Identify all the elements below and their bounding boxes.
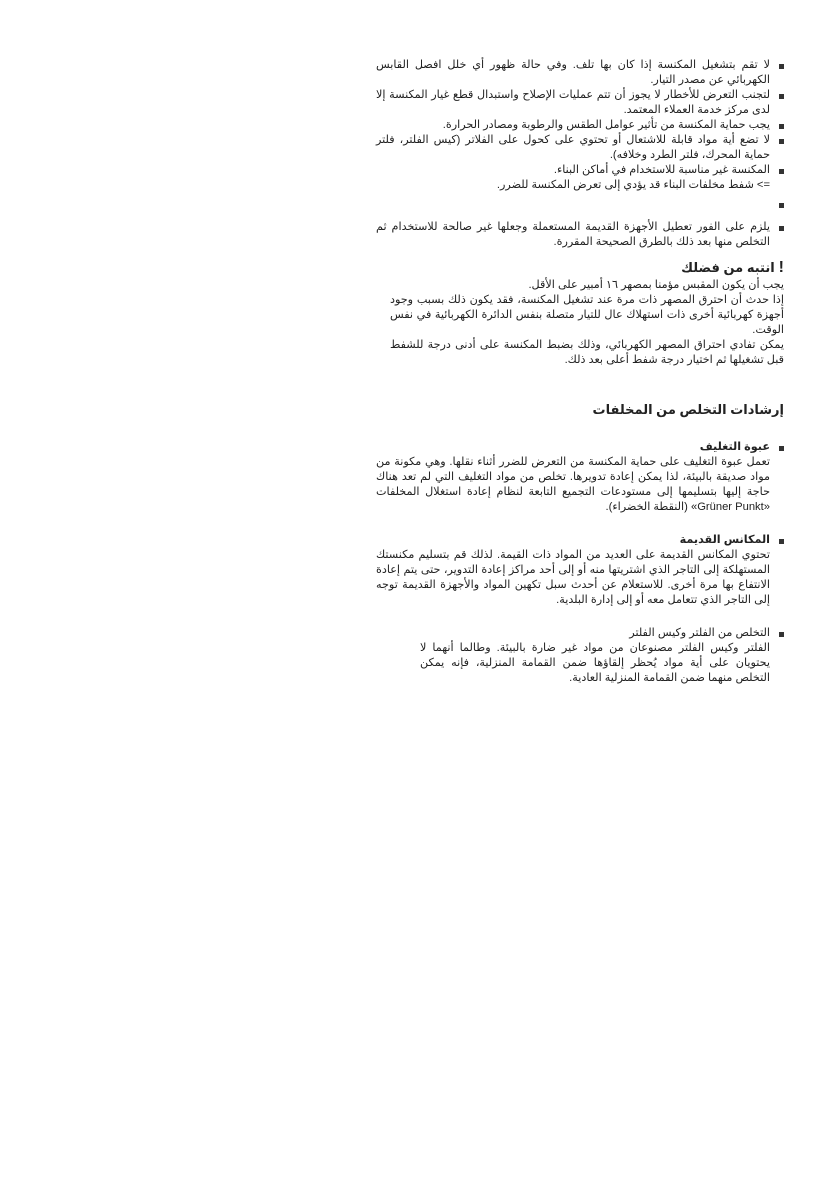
square-bullet-icon xyxy=(779,632,784,637)
list-item-note: => شفط مخلفات البناء قد يؤدي إلى تعرض المكنسة للضرر. xyxy=(496,179,770,191)
warning-paragraph: يمكن تفادي احتراق المصهر الكهربائي، وذلك بضبط المكنسة على أدنى درجة للشفط قبل تشغيلها ثم اختيار درجة شفط أعلى بعد ذلك. xyxy=(390,339,784,366)
list-item: لتجنب التعرض للأخطار لا يجوز أن تتم عمليات الإصلاح واستبدال قطع غيار المكنسة إلا لدى مركز خدمة العملاء المعتمد. xyxy=(376,88,784,118)
disposal-item-packaging xyxy=(376,440,784,515)
square-bullet-icon xyxy=(779,124,784,129)
list-item: المكنسة غير مناسبة للاستخدام في أماكن البناء. => شفط مخلفات البناء قد يؤدي إلى تعرض المكنسة للضرر. xyxy=(376,163,784,193)
item-body: الفلتر وكيس الفلتر مصنوعان من مواد غير ضارة بالبيئة. وطالما أنهما لا يحتويان على أية مواد يُحظر إلقاؤها ضمن القمامة المنزلية، فإنه يمكن التخلص منهما ضمن القمامة المنزلية العادية. xyxy=(420,642,770,684)
square-bullet-icon xyxy=(779,94,784,99)
item-body: تعمل عبوة التغليف على حماية المكنسة من التعرض للضرر أثناء نقلها. وهي مكونة من مواد صديقة بالبيئة، لذا يمكن إعادة تدويرها. تخلص من مواد التغليف التي لم تعد هناك حاجة إليها بتسليمها إلى مستودعات التجميع التابعة لنظام إعادة استغلال المخلفات «Grüner Punkt» (النقطة الخضراء). xyxy=(376,456,770,513)
item-title: التخلص من الفلتر وكيس الفلتر xyxy=(629,627,770,639)
list-item: لا تقم بتشغيل المكنسة إذا كان بها تلف. وفي حالة ظهور أي خلل افصل القابس الكهربائي عن مصدر التيار. xyxy=(376,58,784,88)
exclamation-icon: ! xyxy=(778,259,784,276)
list-item: يجب حماية المكنسة من تأثير عوامل الطقس والرطوبة ومصادر الحرارة. xyxy=(376,118,784,133)
warning-heading: !انتبه من فضلك xyxy=(681,259,784,276)
list-item-empty xyxy=(376,197,784,212)
list-item: يلزم على الفور تعطيل الأجهزة القديمة المستعملة وجعلها غير صالحة للاستخدام ثم التخلص منها بعد ذلك بالطرق الصحيحة المقررة. xyxy=(376,220,784,250)
item-body: تحتوي المكانس القديمة على العديد من المواد ذات القيمة. لذلك قم بتسليم مكنستك المستهلكة إلى التاجر الذي اشتريتها منه أو إلى أحد مراكز إعادة التدوير، حتى يتم إعادة الانتفاع بها مرة أخرى. للاستعلام عن أحدث سبل تكهين المواد والأجهزة القديمة توجه إلى التاجر الذي تتعامل معه أو إلى إدارة البلدية. xyxy=(376,549,770,606)
square-bullet-icon xyxy=(779,446,784,451)
document-page xyxy=(376,58,784,704)
safety-list xyxy=(376,58,784,250)
list-item: لا تضع أية مواد قابلة للاشتعال أو تحتوي على كحول على الفلاتر (كيس الفلتر، فلتر حماية المحرك، فلتر الطرد وخلافه). xyxy=(376,133,784,163)
item-title: عبوة التغليف xyxy=(699,441,770,453)
disposal-item-filter xyxy=(420,626,784,686)
square-bullet-icon xyxy=(779,139,784,144)
square-bullet-icon xyxy=(779,169,784,174)
disposal-heading: إرشادات التخلص من المخلفات xyxy=(592,402,784,417)
warning-paragraph: يجب أن يكون المقبس مؤمنا بمصهر ١٦ أمبير على الأقل. xyxy=(528,279,784,291)
square-bullet-icon xyxy=(779,203,784,208)
disposal-item-old-vacuums xyxy=(376,533,784,608)
square-bullet-icon xyxy=(779,226,784,231)
item-title: المكانس القديمة xyxy=(679,534,770,546)
warning-paragraph: إذا حدث أن احترق المصهر ذات مرة عند تشغيل المكنسة، فقد يكون ذلك بسبب وجود أجهزة كهربائية أخرى ذات استهلاك عال للتيار متصلة بنفس الدائرة الكهربائية في نفس الوقت. xyxy=(390,294,784,336)
square-bullet-icon xyxy=(779,64,784,69)
square-bullet-icon xyxy=(779,539,784,544)
